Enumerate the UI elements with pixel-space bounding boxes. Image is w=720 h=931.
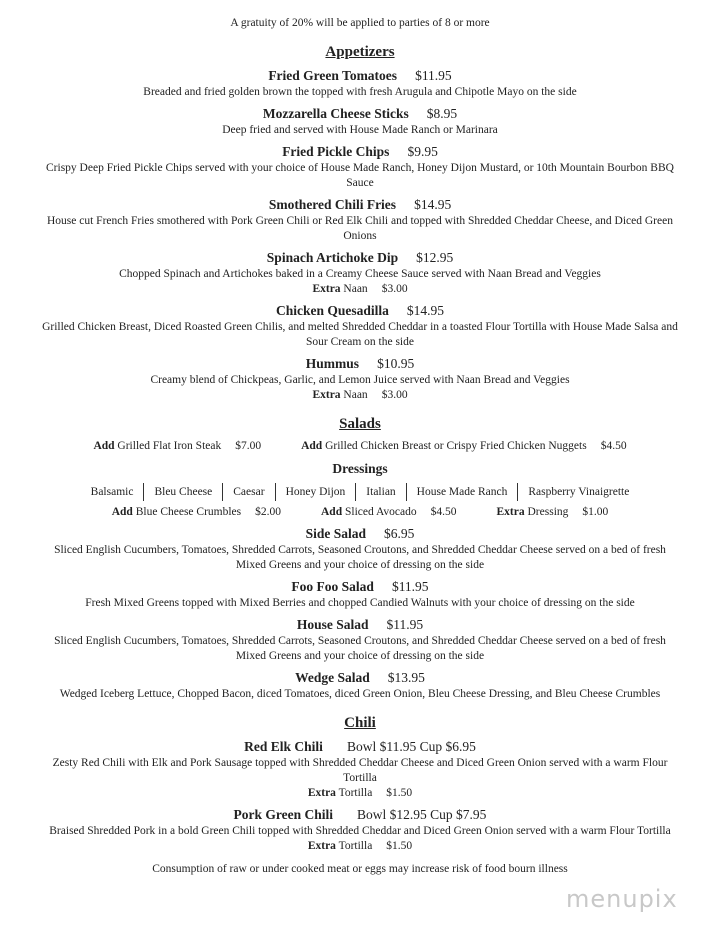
item-price: $6.95 [384, 526, 415, 541]
item-description: Crispy Deep Fried Pickle Chips served with your choice of House Made Ranch, Honey Dijon Mustard, or 10th Mountain Bourbon BBQ Sauce [46, 162, 674, 189]
menu-item [0, 302, 720, 350]
item-price: $14.95 [414, 197, 452, 212]
item-header [0, 616, 720, 634]
menu-item [0, 249, 720, 297]
menu-item [0, 105, 720, 138]
dressing-addons [0, 505, 720, 520]
item-description: Grilled Chicken Breast, Diced Roasted Green Chilis, and melted Shredded Cheddar in a toasted Flour Tortilla with House Made Salsa and Sour Cream on the side [42, 321, 678, 348]
menu-item [0, 196, 720, 244]
item-name: Red Elk Chili [244, 739, 323, 754]
addon-label: Add [301, 440, 323, 452]
item-price: Bowl $12.95 Cup $7.95 [357, 807, 487, 822]
item-header [0, 196, 720, 214]
addon-price: $7.00 [235, 440, 262, 452]
addon-item: Grilled Flat Iron Steak [117, 440, 222, 452]
extra-label: Extra [307, 840, 336, 852]
addon-item: Dressing [527, 506, 569, 518]
extra-item: Naan [343, 283, 368, 295]
dressing-option: Caesar [222, 483, 274, 501]
item-description: House cut French Fries smothered with Pork Green Chili or Red Elk Chili and topped with Shredded Cheddar Cheese, and Diced Green Onions [47, 215, 673, 242]
footer-note: Consumption of raw or under cooked meat or eggs may increase risk of food bourn illness [152, 863, 568, 875]
item-price: $11.95 [386, 617, 424, 632]
item-price: $11.95 [391, 579, 429, 594]
dressing-option: Italian [355, 483, 405, 501]
gratuity-note: A gratuity of 20% will be applied to parties of 8 or more [230, 17, 490, 29]
item-description: Sliced English Cucumbers, Tomatoes, Shredded Carrots, Seasoned Croutons, and Shredded Cheddar Cheese served on a bed of fresh Mixed Greens and your choice of dressing on the side [54, 544, 666, 571]
item-price: $10.95 [377, 356, 415, 371]
item-price: $9.95 [407, 144, 438, 159]
item-extra [0, 388, 720, 403]
item-description: Zesty Red Chili with Elk and Pork Sausage topped with Shredded Cheddar Cheese and Diced Green Onion served with a warm Flour Tortilla [52, 757, 668, 784]
dressing-option: Raspberry Vinaigrette [517, 483, 639, 501]
item-header [0, 143, 720, 161]
item-extra [0, 282, 720, 297]
menu-item [0, 143, 720, 191]
addon-price: $1.00 [582, 506, 609, 518]
addon-label: Add [93, 440, 115, 452]
addon-label: Add [111, 506, 133, 518]
extra-price: $3.00 [381, 283, 408, 295]
addon [497, 506, 609, 518]
chili-list [0, 738, 720, 854]
item-header [0, 525, 720, 543]
section-title-appetizers: Appetizers [325, 44, 395, 60]
item-extra [0, 786, 720, 801]
salad-addons [0, 439, 720, 454]
item-description: Breaded and fried golden brown the topped with fresh Arugula and Chipotle Mayo on the side [143, 86, 577, 98]
item-price: $13.95 [387, 670, 425, 685]
item-description: Wedged Iceberg Lettuce, Chopped Bacon, diced Tomatoes, diced Green Onion, Bleu Cheese Dressing, and Bleu Cheese Crumbles [59, 688, 661, 700]
item-description: Braised Shredded Pork in a bold Green Chili topped with Shredded Cheddar and Diced Green Onion served with a warm Flour Tortilla [49, 825, 671, 837]
item-price: $14.95 [406, 303, 445, 318]
item-name: Fried Green Tomatoes [268, 68, 398, 83]
menu-item [0, 578, 720, 611]
item-name: Wedge Salad [295, 670, 370, 685]
extra-label: Extra [307, 787, 336, 799]
item-name: Spinach Artichoke Dip [266, 250, 399, 265]
item-name: Mozzarella Cheese Sticks [262, 106, 409, 121]
addon [321, 506, 457, 518]
item-description: Deep fried and served with House Made Ranch or Marinara [222, 124, 498, 136]
addon [112, 506, 281, 518]
item-description: Creamy blend of Chickpeas, Garlic, and Lemon Juice served with Naan Bread and Veggies [150, 374, 570, 386]
item-description: Chopped Spinach and Artichokes baked in a Creamy Cheese Sauce served with Naan Bread and Veggies [119, 268, 601, 280]
item-price: $8.95 [426, 106, 458, 121]
item-price: Bowl $11.95 Cup $6.95 [346, 739, 476, 754]
item-header [0, 302, 720, 320]
addon-price: $4.50 [600, 440, 627, 452]
item-header [0, 738, 720, 756]
menu-item [0, 355, 720, 403]
item-header [0, 105, 720, 123]
addon-label: Extra [496, 506, 525, 518]
section-title-chili: Chili [344, 715, 376, 731]
menu-item [0, 806, 720, 854]
item-header [0, 249, 720, 267]
item-header [0, 669, 720, 687]
addon [93, 440, 261, 452]
item-description: Sliced English Cucumbers, Tomatoes, Shredded Carrots, Seasoned Croutons, and Shredded Cheddar Cheese served on a bed of fresh Mixed Greens and your choice of dressing on the side [54, 635, 666, 662]
addon-price: $2.00 [255, 506, 281, 518]
addon-item: Blue Cheese Crumbles [135, 506, 242, 518]
appetizer-list [0, 67, 720, 403]
menu-item [0, 616, 720, 664]
item-name: Smothered Chili Fries [268, 197, 397, 212]
dressing-option: Balsamic [90, 486, 134, 498]
item-description: Fresh Mixed Greens topped with Mixed Berries and chopped Candied Walnuts with your choice of dressing on the side [85, 597, 635, 609]
item-header [0, 806, 720, 824]
extra-price: $3.00 [381, 389, 408, 401]
watermark-logo: menupix [566, 885, 678, 913]
addon-label: Add [321, 506, 343, 518]
item-name: Fried Pickle Chips [282, 144, 390, 159]
menu-item [0, 525, 720, 573]
dressing-list [0, 483, 720, 501]
addon-item: Grilled Chicken Breast or Crispy Fried Chicken Nuggets [325, 440, 587, 452]
item-price: $11.95 [415, 68, 452, 83]
menu-item [0, 738, 720, 801]
addon-item: Sliced Avocado [344, 506, 417, 518]
item-name: House Salad [296, 617, 369, 632]
item-extra [0, 839, 720, 854]
extra-label: Extra [312, 283, 341, 295]
dressing-option: Honey Dijon [275, 483, 356, 501]
dressings-title: Dressings [332, 461, 388, 476]
section-title-salads: Salads [339, 416, 381, 432]
addon [301, 440, 626, 452]
item-name: Foo Foo Salad [291, 579, 374, 594]
menu-item [0, 67, 720, 100]
extra-price: $1.50 [386, 840, 413, 852]
item-name: Pork Green Chili [233, 807, 334, 822]
addon-price: $4.50 [430, 506, 457, 518]
extra-label: Extra [312, 389, 341, 401]
menu-item [0, 669, 720, 702]
dressing-option: Bleu Cheese [143, 483, 222, 501]
extra-item: Naan [343, 389, 368, 401]
item-price: $12.95 [416, 250, 454, 265]
item-header [0, 67, 720, 85]
extra-item: Tortilla [338, 840, 373, 852]
item-header [0, 578, 720, 596]
extra-item: Tortilla [338, 787, 373, 799]
item-name: Chicken Quesadilla [275, 303, 389, 318]
item-name: Hummus [305, 356, 360, 371]
salad-list [0, 525, 720, 702]
extra-price: $1.50 [386, 787, 413, 799]
item-header [0, 355, 720, 373]
dressing-option: House Made Ranch [406, 483, 518, 501]
item-name: Side Salad [305, 526, 367, 541]
